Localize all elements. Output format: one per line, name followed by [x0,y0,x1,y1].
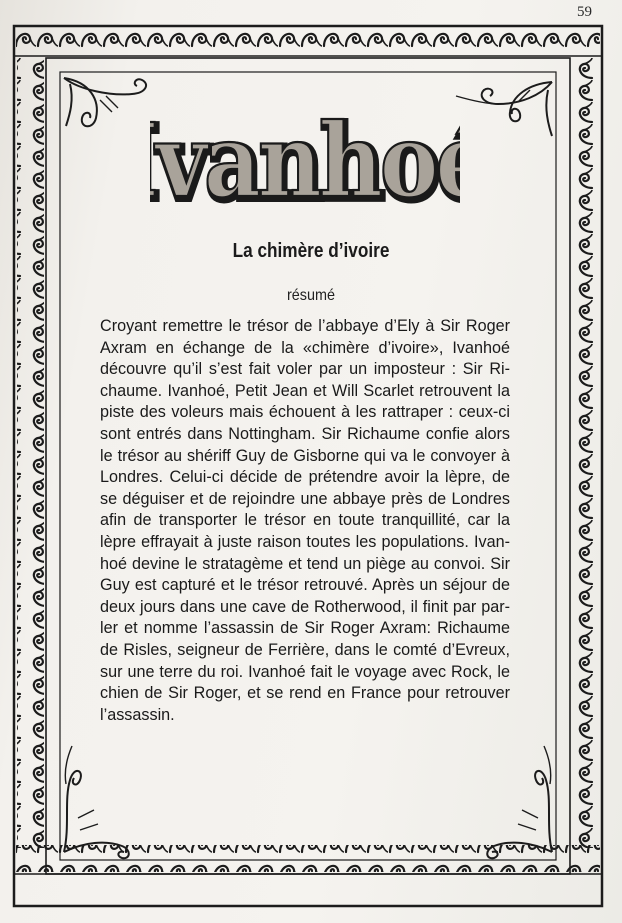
bottom-scroll-band [16,845,600,872]
summary-line: sont entrés dans Nottingham. Sir Richaume confie alors [100,424,510,443]
summary-line: se déguiser et de rejoindre une abbaye près de Londres [100,489,510,508]
book-title-svg [150,95,460,225]
top-scroll-band [16,29,600,56]
summary-line: Axram en échange de la «chimère d’ivoire», Ivanhoé [100,338,510,357]
summary-line: l’assassin. [100,705,175,724]
summary-line: lèpre effrayait à juste raison toutes les populations. Ivan- [100,532,510,551]
summary-line: chaume. Ivanhoé, Petit Jean et Will Scarlet retrouvent la [100,381,510,400]
summary-line: Londres. Celui-ci décide de prétendre avoir la lèpre, de [100,468,510,487]
corner-flourish-bottom-left [64,746,129,858]
summary-line: le trésor au shériff Guy de Gisborne qui va le convoyer à [100,446,510,465]
summary-paragraph [100,316,510,726]
summary-line: chien de Sir Roger, et se rend en France pour retrouver [100,684,510,703]
summary-line: sur une terre du roi. Ivanhoé fait le voyage avec Rock, le [100,662,510,681]
summary-line: hoé devine le stratagème et tend un piège au convoi. Sir [100,554,510,573]
summary-line: découvre qu’il s’est fait voler par un imposteur : Sir Ri- [100,360,510,379]
summary-line: ler et nomme l’assassin de Sir Roger Axram: Richaume [100,619,510,638]
left-scroll-band [17,58,44,848]
summary-line: afin de transporter le trésor en toute tranquillité, car la [100,511,510,530]
summary-line: Guy est capturé et le trésor retrouvé. Après un séjour de [100,576,510,595]
book-title-logo [150,95,460,225]
summary-line: de Risles, seigneur de Ferrière, dans le comté d’Evreux, [100,640,510,659]
corner-flourish-top-right [456,82,552,136]
summary-line: Croyant remettre le trésor de l’abbaye d’Ely à Sir Roger [100,317,510,335]
book-title-text: vanho [155,102,436,221]
corner-flourish-top-left [64,78,146,126]
section-label: résumé [286,287,336,304]
summary-line: piste des voleurs mais échouent à les rattraper : ceux-ci [100,403,510,422]
subtitle: La chimère d’ivoire [232,240,390,262]
corner-flourish-bottom-right [487,746,552,858]
page-number: 59 [577,4,592,20]
book-title-shadow: vanho [157,104,438,224]
summary-line: deux jours dans une cave de Rotherwood, il finit par par- [100,597,510,616]
right-scroll-band [572,58,599,848]
